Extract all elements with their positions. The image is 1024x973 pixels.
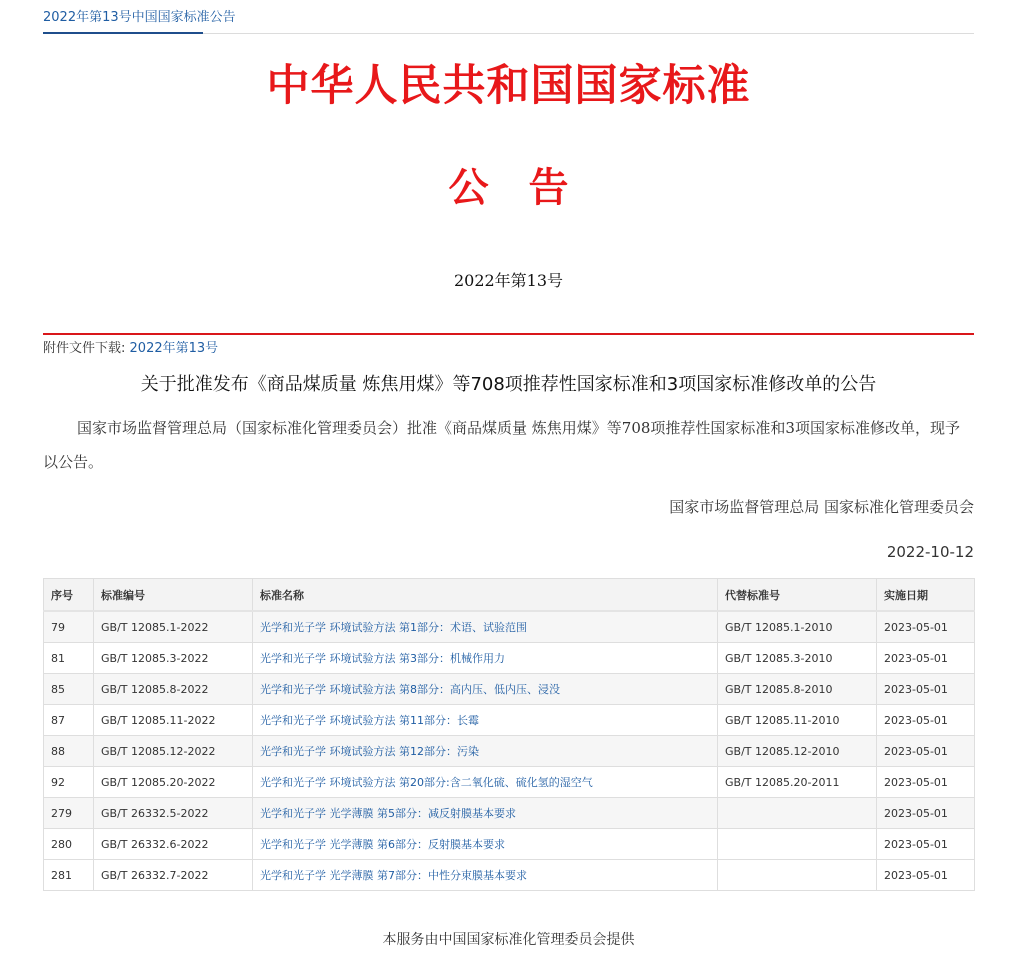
cell-std-name[interactable]: 光学和光子学 环境试验方法 第11部分：长霉 bbox=[253, 705, 718, 736]
cell-std-name[interactable]: 光学和光子学 环境试验方法 第12部分：污染 bbox=[253, 736, 718, 767]
cell-index: 87 bbox=[44, 705, 94, 736]
cell-std-number: GB/T 26332.5-2022 bbox=[94, 798, 253, 829]
red-divider bbox=[43, 333, 974, 335]
cell-std-name[interactable]: 光学和光子学 环境试验方法 第8部分：高内压、低内压、浸没 bbox=[253, 674, 718, 705]
cell-effective-date: 2023-05-01 bbox=[877, 643, 975, 674]
table-row bbox=[44, 674, 975, 705]
cell-replaced-std bbox=[718, 860, 877, 891]
standards-table bbox=[43, 578, 975, 891]
cell-replaced-std bbox=[718, 798, 877, 829]
cell-std-number: GB/T 26332.6-2022 bbox=[94, 829, 253, 860]
cell-index: 281 bbox=[44, 860, 94, 891]
headline: 中华人民共和国国家标准 bbox=[266, 61, 751, 111]
table-row bbox=[44, 705, 975, 736]
cell-effective-date: 2023-05-01 bbox=[877, 829, 975, 860]
table-row bbox=[44, 767, 975, 798]
breadcrumb[interactable]: 2022年第13号中国国家标准公告 bbox=[43, 10, 236, 25]
cell-std-name[interactable]: 光学和光子学 光学薄膜 第6部分：反射膜基本要求 bbox=[253, 829, 718, 860]
cell-index: 79 bbox=[44, 611, 94, 643]
cell-index: 81 bbox=[44, 643, 94, 674]
cell-std-name[interactable]: 光学和光子学 光学薄膜 第7部分：中性分束膜基本要求 bbox=[253, 860, 718, 891]
cell-effective-date: 2023-05-01 bbox=[877, 767, 975, 798]
cell-std-number: GB/T 12085.11-2022 bbox=[94, 705, 253, 736]
table-row bbox=[44, 643, 975, 674]
table-row bbox=[44, 829, 975, 860]
cell-effective-date: 2023-05-01 bbox=[877, 674, 975, 705]
notice-label: 公 告 bbox=[448, 164, 569, 211]
header-index: 序号 bbox=[44, 579, 94, 612]
cell-index: 280 bbox=[44, 829, 94, 860]
cell-std-number: GB/T 12085.8-2022 bbox=[94, 674, 253, 705]
breadcrumb-divider bbox=[203, 33, 974, 34]
cell-std-number: GB/T 12085.1-2022 bbox=[94, 611, 253, 643]
footer: 本服务由中国国家标准化管理委员会提供 bbox=[382, 932, 635, 948]
cell-effective-date: 2023-05-01 bbox=[877, 860, 975, 891]
cell-std-number: GB/T 12085.3-2022 bbox=[94, 643, 253, 674]
cell-effective-date: 2023-05-01 bbox=[877, 705, 975, 736]
table-row bbox=[44, 611, 975, 643]
attachment-label: 附件文件下载: bbox=[43, 341, 126, 356]
cell-std-name[interactable]: 光学和光子学 光学薄膜 第5部分：减反射膜基本要求 bbox=[253, 798, 718, 829]
table-row bbox=[44, 798, 975, 829]
cell-effective-date: 2023-05-01 bbox=[877, 798, 975, 829]
cell-replaced-std: GB/T 12085.1-2010 bbox=[718, 611, 877, 643]
cell-std-name[interactable]: 光学和光子学 环境试验方法 第1部分：术语、试验范围 bbox=[253, 611, 718, 643]
cell-replaced-std: GB/T 12085.20-2011 bbox=[718, 767, 877, 798]
cell-std-number: GB/T 26332.7-2022 bbox=[94, 860, 253, 891]
cell-effective-date: 2023-05-01 bbox=[877, 736, 975, 767]
attachment-link[interactable]: 2022年第13号 bbox=[129, 341, 219, 356]
cell-index: 88 bbox=[44, 736, 94, 767]
cell-std-name[interactable]: 光学和光子学 环境试验方法 第3部分：机械作用力 bbox=[253, 643, 718, 674]
cell-index: 85 bbox=[44, 674, 94, 705]
header-effective-date: 实施日期 bbox=[877, 579, 975, 612]
header-replaced-std: 代替标准号 bbox=[718, 579, 877, 612]
announcement-title: 关于批准发布《商品煤质量 炼焦用煤》等708项推荐性国家标准和3项国家标准修改单的公告 bbox=[140, 374, 877, 395]
attachment-row bbox=[43, 337, 218, 356]
cell-std-name[interactable]: 光学和光子学 环境试验方法 第20部分:含二氧化硫、硫化氢的湿空气 bbox=[253, 767, 718, 798]
breadcrumb-underline bbox=[43, 32, 203, 34]
cell-replaced-std: GB/T 12085.8-2010 bbox=[718, 674, 877, 705]
cell-replaced-std: GB/T 12085.12-2010 bbox=[718, 736, 877, 767]
table-row bbox=[44, 860, 975, 891]
cell-index: 279 bbox=[44, 798, 94, 829]
cell-replaced-std bbox=[718, 829, 877, 860]
doc-number: 2022年第13号 bbox=[453, 271, 564, 290]
table-row bbox=[44, 736, 975, 767]
announcement-date: 2022-10-12 bbox=[886, 543, 974, 561]
announcement-body: 国家市场监督管理总局（国家标准化管理委员会）批准《商品煤质量 炼焦用煤》等708项推荐性国家标准和3项国家标准修改单，现予以公告。 bbox=[43, 419, 960, 471]
signature: 国家市场监督管理总局 国家标准化管理委员会 bbox=[669, 498, 974, 516]
header-std-number: 标准编号 bbox=[94, 579, 253, 612]
breadcrumb-bar bbox=[43, 0, 974, 33]
cell-std-number: GB/T 12085.12-2022 bbox=[94, 736, 253, 767]
cell-replaced-std: GB/T 12085.11-2010 bbox=[718, 705, 877, 736]
table-header-row bbox=[44, 579, 975, 612]
standards-table-wrap bbox=[43, 578, 974, 891]
cell-replaced-std: GB/T 12085.3-2010 bbox=[718, 643, 877, 674]
cell-std-number: GB/T 12085.20-2022 bbox=[94, 767, 253, 798]
cell-effective-date: 2023-05-01 bbox=[877, 611, 975, 643]
header-std-name: 标准名称 bbox=[253, 579, 718, 612]
cell-index: 92 bbox=[44, 767, 94, 798]
